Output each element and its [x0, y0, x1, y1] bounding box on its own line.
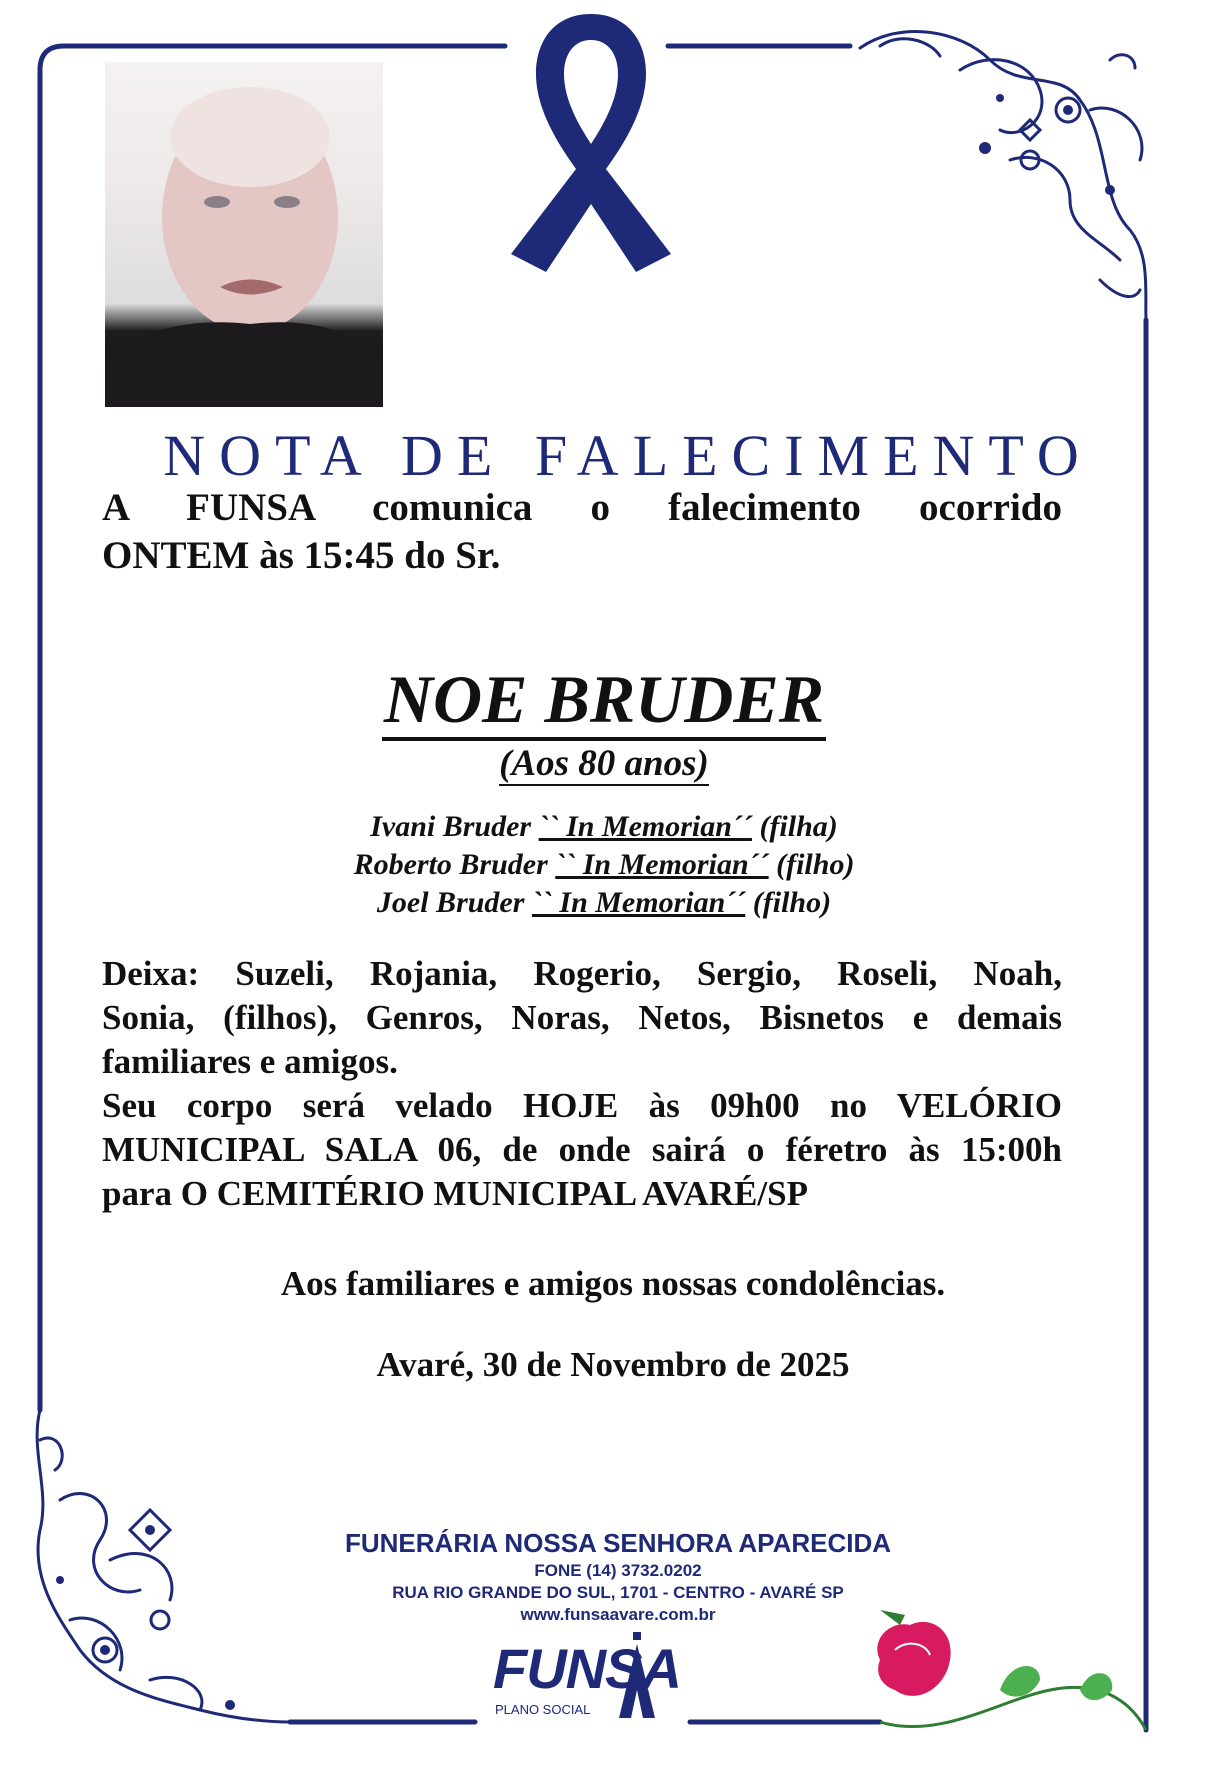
corner-ornament-top-right: [860, 31, 1146, 320]
deceased-age: (Aos 80 anos): [499, 743, 709, 784]
company-phone: FONE (14) 3732.0202: [534, 1561, 702, 1580]
memorial-item: [0, 808, 1208, 846]
deceased-age-block: [0, 742, 1208, 785]
company-website[interactable]: www.funsaavare.com.br: [520, 1605, 716, 1624]
mourning-ribbon-icon: [506, 14, 676, 274]
memorial-tag: `` In Memorian´´: [531, 886, 746, 919]
memorial-name: Ivani Bruder: [370, 810, 532, 843]
survivors-line-2: Sonia, (filhos), Genros, Noras, Netos, Bisnetos e demais: [102, 998, 1062, 1037]
deceased-name-block: [0, 660, 1208, 739]
logo-subtitle: PLANO SOCIAL: [495, 1702, 591, 1717]
memorial-relation: (filho): [776, 848, 855, 881]
funsa-logo: [487, 1628, 681, 1738]
memorial-name: Roberto Bruder: [353, 848, 548, 881]
memorial-tag: `` In Memorian´´: [555, 848, 769, 881]
rose-ornament: [877, 1610, 1146, 1730]
funeral-home-footer: [0, 1526, 1208, 1626]
in-memoriam-list: [0, 808, 1208, 922]
wake-line-2: MUNICIPAL SALA 06, de onde sairá o féretro às 15:00h: [102, 1130, 1062, 1169]
memorial-tag: `` In Memorian´´: [538, 810, 752, 843]
deceased-name: NOE BRUDER: [382, 661, 826, 741]
intro-line-2: ONTEM às 15:45 do Sr.: [102, 534, 501, 577]
wake-line-1: Seu corpo será velado HOJE às 09h00 no VELÓRIO: [102, 1086, 1062, 1125]
date-line: Avaré, 30 de Novembro de 2025: [376, 1345, 850, 1384]
survivors-line-1: Deixa: Suzeli, Rojania, Rogerio, Sergio, Roseli, Noah,: [102, 954, 1062, 993]
memorial-relation: (filha): [759, 810, 838, 843]
body-text: [102, 952, 1062, 1216]
wake-line-3: para O CEMITÉRIO MUNICIPAL AVARÉ/SP: [102, 1174, 808, 1213]
memorial-relation: (filho): [752, 886, 832, 919]
condolences-text: Aos familiares e amigos nossas condolências.: [280, 1264, 946, 1303]
intro-line-1: A FUNSA comunica o falecimento ocorrido: [102, 486, 1062, 529]
page-title: NOTA DE FALECIMENTO: [163, 423, 1093, 488]
company-address: RUA RIO GRANDE DO SUL, 1701 - CENTRO - AVARÉ SP: [392, 1583, 844, 1602]
memorial-name: Joel Bruder: [376, 886, 525, 919]
memorial-item: [0, 884, 1208, 922]
company-name: FUNERÁRIA NOSSA SENHORA APARECIDA: [344, 1528, 892, 1558]
survivors-line-3: familiares e amigos.: [102, 1042, 398, 1081]
deceased-portrait-photo: [105, 62, 383, 407]
logo-word: FUNSA: [493, 1637, 681, 1700]
intro-paragraph: [102, 484, 1062, 580]
memorial-item: [0, 846, 1208, 884]
portrait-silhouette: [105, 62, 383, 407]
